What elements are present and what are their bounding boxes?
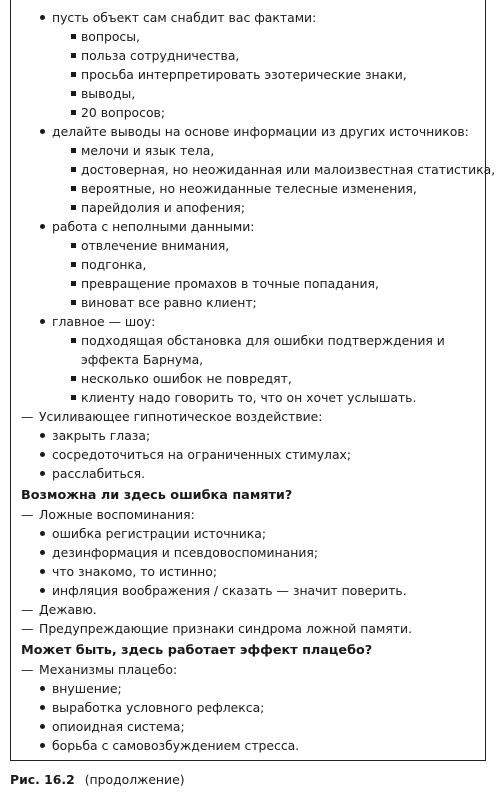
list-item: вероятные, но неожиданные телесные изменения, — [11, 179, 485, 198]
bullet-dot-icon — [40, 705, 45, 710]
dash-marker: — — [21, 409, 34, 424]
dash-item: — Дежавю. — [21, 602, 97, 617]
bullet-square-icon — [71, 205, 76, 210]
bullet-dot-icon — [40, 724, 45, 729]
bullet-dot-icon — [40, 224, 45, 229]
list-item: польза сотрудничества, — [11, 46, 485, 65]
bullet-dot-icon — [40, 550, 45, 555]
bullet-square-icon — [71, 243, 76, 248]
list-item: парейдолия и апофения; — [11, 198, 485, 217]
bullet-square-icon — [71, 53, 76, 58]
list-item: мелочи и язык тела, — [11, 141, 485, 160]
bullet-dot-icon — [40, 129, 45, 134]
dash-item: — Механизмы плацебо: — [21, 662, 178, 677]
list-item: подходящая обстановка для ошибки подтверждения и эффекта Барнума, — [11, 331, 485, 369]
figure-caption — [10, 771, 185, 789]
bullet-square-icon — [71, 110, 76, 115]
section-heading-placebo: Может быть, здесь работает эффект плацебо? — [21, 643, 373, 658]
dash-item: — Усиливающее гипнотическое воздействие: — [21, 409, 323, 424]
list-item: 20 вопросов; — [11, 103, 485, 122]
bullet-dot-icon — [40, 588, 45, 593]
figure-frame — [10, 0, 496, 761]
list-item: главное — шоу: — [11, 312, 485, 331]
bullet-square-icon — [71, 148, 76, 153]
list-item: закрыть глаза; — [11, 426, 485, 445]
bullet-dot-icon — [40, 569, 45, 574]
bullet-square-icon — [71, 34, 76, 39]
list-item: просьба интерпретировать эзотерические знаки, — [11, 65, 485, 84]
list-item: опиоидная система; — [11, 717, 485, 736]
bullet-dot-icon — [40, 531, 45, 536]
bullet-dot-icon — [40, 686, 45, 691]
bullet-square-icon — [71, 281, 76, 286]
figure-label: Рис. 16.2 — [10, 772, 75, 787]
list-item: борьба с самовозбуждением стресса. — [11, 736, 485, 755]
bullet-square-icon — [71, 72, 76, 77]
bullet-square-icon — [71, 91, 76, 96]
dash-marker: — — [21, 621, 34, 636]
dash-marker: — — [21, 507, 34, 522]
caption-note: (продолжение) — [84, 772, 185, 787]
list-item: внушение; — [11, 679, 485, 698]
list-item: клиенту надо говорить то, что он хочет услышать. — [11, 388, 485, 407]
bullet-square-icon — [71, 376, 76, 381]
outline-content — [11, 8, 496, 755]
bullet-square-icon — [71, 338, 76, 343]
list-item: выработка условного рефлекса; — [11, 698, 485, 717]
bullet-square-icon — [71, 186, 76, 191]
bullet-dot-icon — [40, 319, 45, 324]
list-item: достоверная, но неожиданная или малоизвестная статистика, — [11, 160, 485, 179]
list-item: несколько ошибок не повредят, — [11, 369, 485, 388]
list-item: инфляция воображения / сказать — значит поверить. — [11, 581, 485, 600]
list-item: сосредоточиться на ограниченных стимулах; — [11, 445, 485, 464]
dash-marker: — — [21, 602, 34, 617]
list-item: вопросы, — [11, 27, 485, 46]
dash-item: — Ложные воспоминания: — [21, 507, 195, 522]
dash-item: — Предупреждающие признаки синдрома ложной памяти. — [21, 621, 413, 636]
list-item: что знакомо, то истинно; — [11, 562, 485, 581]
bullet-square-icon — [71, 262, 76, 267]
bullet-dot-icon — [40, 743, 45, 748]
bullet-square-icon — [71, 300, 76, 305]
bullet-square-icon — [71, 167, 76, 172]
bullet-dot-icon — [40, 15, 45, 20]
list-item: пусть объект сам снабдит вас фактами: — [11, 8, 485, 27]
list-item: дезинформация и псевдовоспоминания; — [11, 543, 485, 562]
list-item: ошибка регистрации источника; — [11, 524, 485, 543]
list-item: виноват все равно клиент; — [11, 293, 485, 312]
list-item: превращение промахов в точные попадания, — [11, 274, 485, 293]
list-item: работа с неполными данными: — [11, 217, 485, 236]
list-item: расслабиться. — [11, 464, 485, 483]
bullet-square-icon — [71, 395, 76, 400]
list-item: выводы, — [11, 84, 485, 103]
section-heading-memory: Возможна ли здесь ошибка памяти? — [21, 488, 293, 503]
list-item: подгонка, — [11, 255, 485, 274]
bullet-dot-icon — [40, 433, 45, 438]
bullet-dot-icon — [40, 452, 45, 457]
list-item: делайте выводы на основе информации из других источников: — [11, 122, 485, 141]
bullet-dot-icon — [40, 471, 45, 476]
dash-marker: — — [21, 662, 34, 677]
list-item: отвлечение внимания, — [11, 236, 485, 255]
